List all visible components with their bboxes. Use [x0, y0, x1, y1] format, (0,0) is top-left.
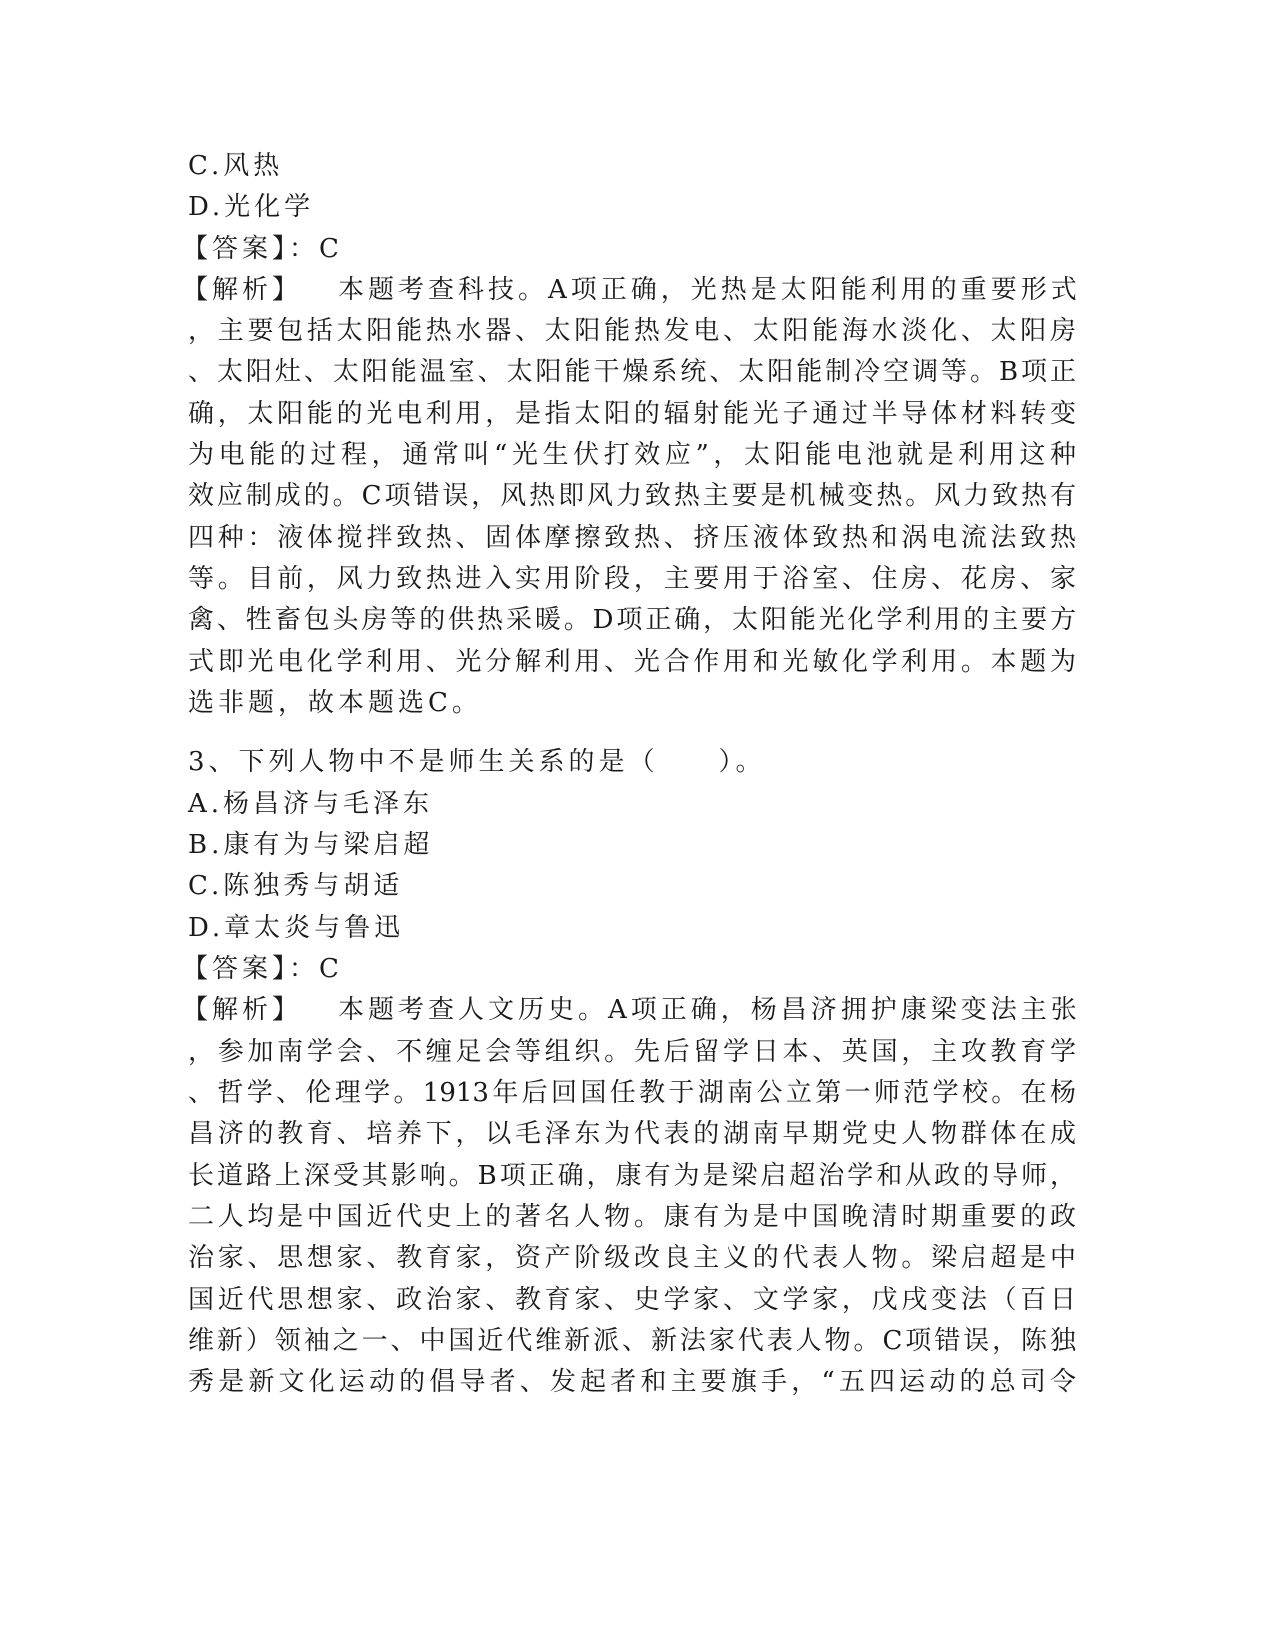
- q2-analysis-line: 等。目前，风力致热进入实用阶段，主要用于浴室、住房、花房、家: [188, 564, 1076, 594]
- q2-analysis-text: 本题考查科技。A项正确，光热是太阳能利用的重要形式: [338, 275, 1081, 305]
- q2-answer: 【答案】：C: [182, 234, 343, 264]
- q2-analysis-line: 效应制成的。C项错误，风热即风力致热主要是机械变热。风力致热有: [188, 481, 1076, 511]
- q3-option-a: A.杨昌济与毛泽东: [188, 789, 434, 819]
- q2-analysis-line: 禽、牲畜包头房等的供热采暖。D项正确，太阳能光化学利用的主要方: [188, 605, 1076, 635]
- q2-analysis-line: 选非题，故本题选C。: [188, 688, 482, 718]
- q3-answer: 【答案】：C: [182, 954, 343, 984]
- q2-analysis-label: 【解析】: [182, 275, 303, 305]
- q3-analysis-first-line: [182, 992, 1081, 1028]
- q3-analysis-line: 、哲学、伦理学。1913年后回国任教于湖南公立第一师范学校。在杨: [188, 1078, 1076, 1108]
- q3-option-d: D.章太炎与鲁迅: [188, 913, 405, 943]
- q3-option-b: B.康有为与梁启超: [188, 830, 434, 860]
- q3-analysis-line: 昌济的教育、培养下，以毛泽东为代表的湖南早期党史人物群体在成: [188, 1119, 1076, 1149]
- q3-analysis-line: 秀是新文化运动的倡导者、发起者和主要旗手，“五四运动的总司令: [188, 1367, 1076, 1397]
- q3-analysis-line: 长道路上深受其影响。B项正确，康有为是梁启超治学和从政的导师，: [188, 1161, 1076, 1191]
- q3-analysis-line: 维新）领袖之一、中国近代维新派、新法家代表人物。C项错误，陈独: [188, 1326, 1076, 1356]
- q3-analysis-line: ，参加南学会、不缠足会等组织。先后留学日本、英国，主攻教育学: [188, 1037, 1076, 1067]
- q2-analysis-line: 为电能的过程，通常叫“光生伏打效应”，太阳能电池就是利用这种: [188, 440, 1076, 470]
- q2-option-c: C.风热: [188, 151, 284, 181]
- q2-analysis-first-line: [182, 272, 1081, 308]
- q2-analysis-line: 、太阳灶、太阳能温室、太阳能干燥系统、太阳能制冷空调等。B项正: [188, 357, 1076, 387]
- q2-analysis-line: ，主要包括太阳能热水器、太阳能热发电、太阳能海水淡化、太阳房: [188, 316, 1076, 346]
- q3-analysis-text: 本题考查人文历史。A项正确，杨昌济拥护康梁变法主张: [338, 995, 1081, 1025]
- q3-analysis-label: 【解析】: [182, 995, 303, 1025]
- q2-analysis-line: 四种：液体搅拌致热、固体摩擦致热、挤压液体致热和涡电流法致热: [188, 523, 1076, 553]
- q2-analysis-line: 确，太阳能的光电利用，是指太阳的辐射能光子通过半导体材料转变: [188, 399, 1076, 429]
- q3-analysis-line: 治家、思想家、教育家，资产阶级改良主义的代表人物。梁启超是中: [188, 1243, 1076, 1273]
- q3-analysis-line: 国近代思想家、政治家、教育家、史学家、文学家，戊戌变法（百日: [188, 1285, 1076, 1315]
- q3-analysis-line: 二人均是中国近代史上的著名人物。康有为是中国晚清时期重要的政: [188, 1202, 1076, 1232]
- q3-option-c: C.陈独秀与胡适: [188, 871, 404, 901]
- q2-analysis-line: 式即光电化学利用、光分解利用、光合作用和光敏化学利用。本题为: [188, 647, 1076, 677]
- q2-option-d: D.光化学: [188, 192, 315, 222]
- q3-question: 3、下列人物中不是师生关系的是（ ）。: [188, 747, 766, 777]
